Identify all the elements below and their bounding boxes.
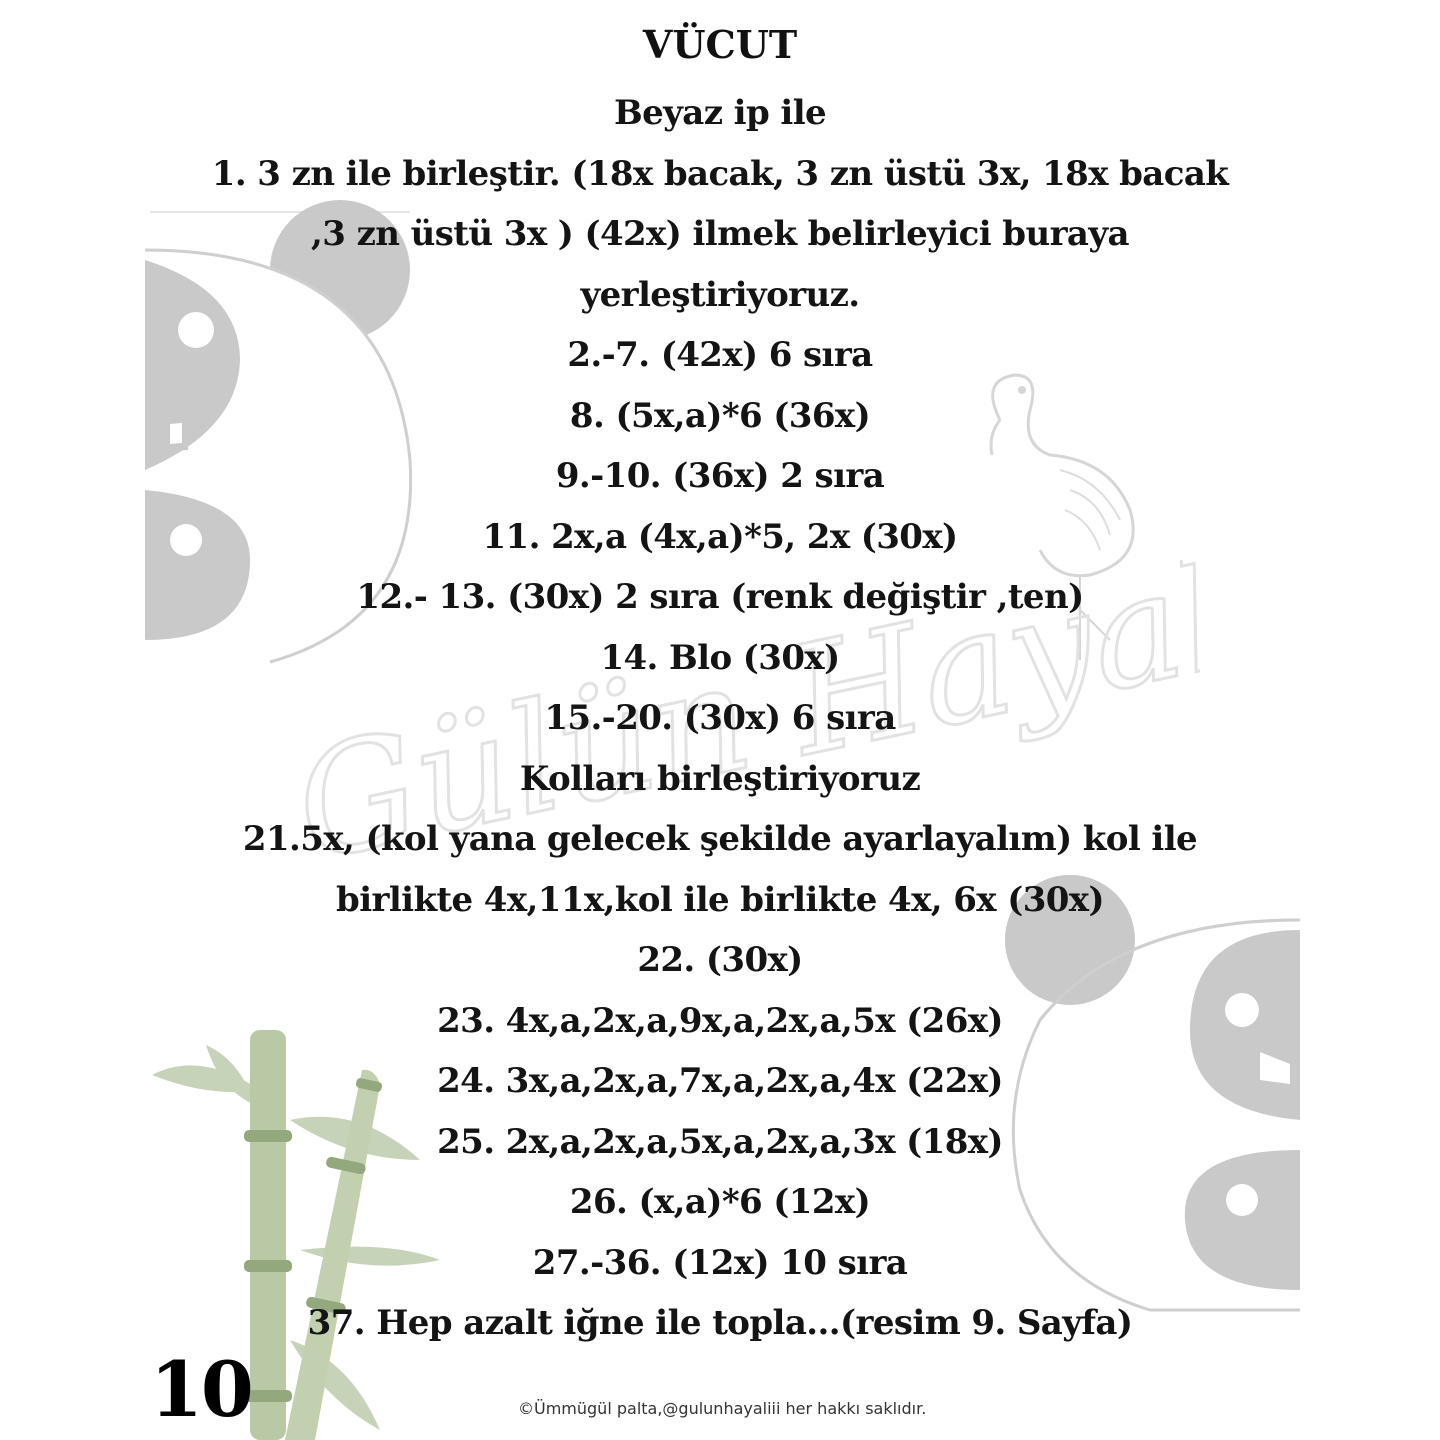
instruction-line: Kolları birleştiriyoruz: [519, 758, 921, 799]
instruction-line: 2.-7. (42x) 6 sıra: [567, 335, 873, 375]
instruction-line: 22. (30x): [637, 940, 803, 980]
instruction-line: 27.-36. (12x) 10 sıra: [532, 1242, 908, 1283]
instruction-line: 12.- 13. (30x) 2 sıra (renk değiştir ,ten): [356, 577, 1084, 617]
page-number: 10: [150, 1345, 252, 1434]
instruction-line: 23. 4x,a,2x,a,9x,a,2x,a,5x (26x): [437, 1000, 1003, 1041]
instruction-line: 14. Blo (30x): [600, 637, 840, 678]
instruction-line: 21.5x, (kol yana gelecek şekilde ayarlayalım) kol ile: [242, 819, 1198, 859]
section-title: VÜCUT: [642, 22, 798, 67]
instruction-line: 26. (x,a)*6 (12x): [569, 1182, 871, 1222]
pattern-instructions: [120, 83, 1320, 1354]
instruction-line: yerleştiriyoruz.: [580, 274, 860, 315]
instruction-line: 15.-20. (30x) 6 sıra: [544, 698, 896, 738]
instruction-line: 37. Hep azalt iğne ile topla...(resim 9. Sayfa): [307, 1303, 1133, 1343]
instruction-line: 25. 2x,a,2x,a,5x,a,2x,a,3x (18x): [437, 1121, 1003, 1162]
instruction-line: 8. (5x,a)*6 (36x): [569, 395, 871, 436]
instruction-line: ,3 zn üstü 3x ) (42x) ilmek belirleyici buraya: [311, 214, 1129, 254]
instruction-line: 1. 3 zn ile birleştir. (18x bacak, 3 zn üstü 3x, 18x bacak: [211, 153, 1229, 194]
instruction-line: birlikte 4x,11x,kol ile birlikte 4x, 6x (30x): [336, 879, 1104, 920]
copyright-notice: ©Ümmügül palta,@gulunhayaliii her hakkı saklıdır.: [518, 1399, 927, 1418]
instruction-line: 11. 2x,a (4x,a)*5, 2x (30x): [482, 516, 958, 557]
instruction-line: 9.-10. (36x) 2 sıra: [555, 456, 885, 496]
svg-text:Gülün Hayalii: Gülün Hayalii: [300, 560, 1200, 896]
instruction-line: 24. 3x,a,2x,a,7x,a,2x,a,4x (22x): [437, 1061, 1003, 1101]
instruction-line: Beyaz ip ile: [613, 93, 827, 133]
